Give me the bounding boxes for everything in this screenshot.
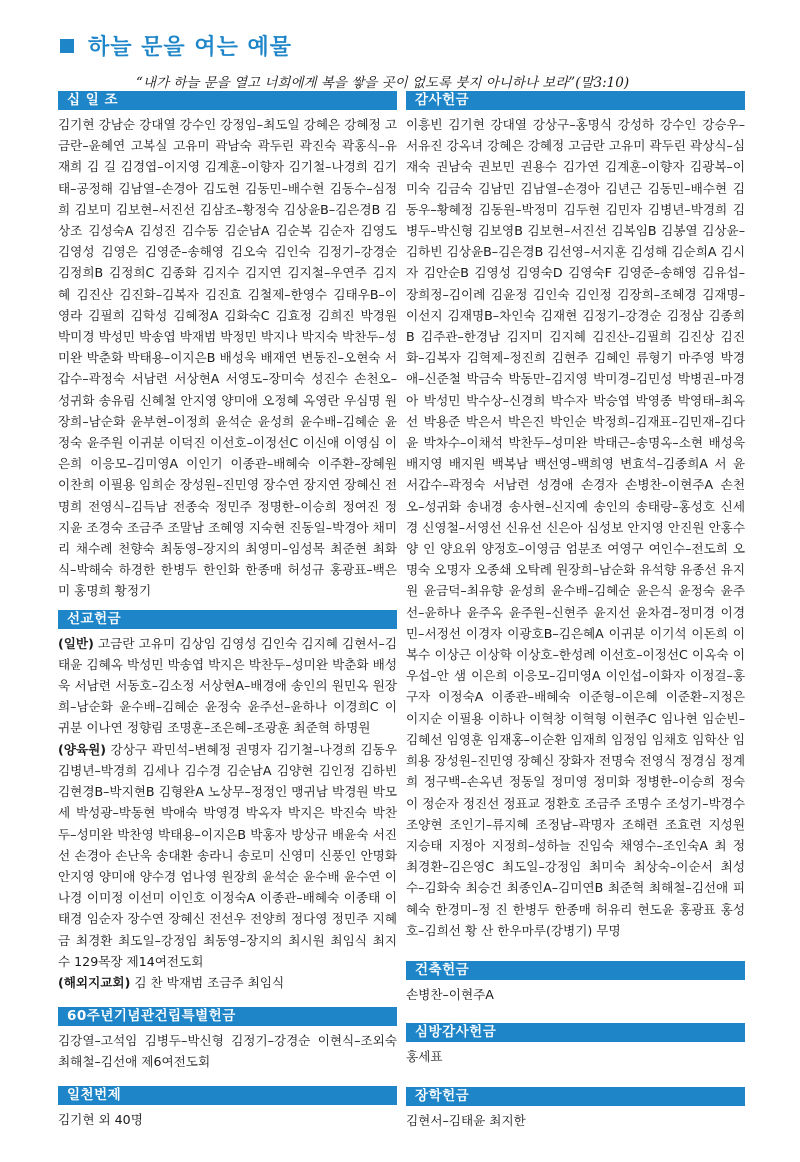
page-header [58,30,758,91]
visitation-names: 홍세표 [406,1049,443,1065]
mission-nurture-group [58,739,397,972]
tithe-names: 김기현 강남순 강대열 강수인 강정임–최도일 강혜은 강혜정 고금란–윤혜연 고복실 고유미 곽남숙 곽두린 곽진숙 곽홍식–유재희 김 길 김경엽–이지영 김계훈–이향자 김기철–나경희 김기태–공정해 김남열–손경아 김도현 김동민–배수현 김동수–심정희 김보미 김보현–서진선 김삼조–황정숙 김상윤B–김은경B 김상조 김성숙A 김성진 김수동 김순남A 김순복 김순자 김영도 김영성 김영은 김영준–송해영 김오숙 김인숙 김정기–강경순 김정희B 김정희C 김종화 김지수 김지연 김지철–우연주 김지혜 김진산 김진화–김복자 김진효 김철제–한영수 김태우B–이영라 김필희 김학성 김혜정A 김화숙C 김효정 김희진 박경원 박미경 박성민 박송엽 박재범 박정민 박지나 박지숙 박찬두–성미완 박춘화 박태용–이지은B 배성욱 배재연 변동진–오현숙 서갑수–곽정숙 서남련 서상현A 서영도–장미숙 성진수 손천오–성귀화 송유림 신혜철 안지영 양미애 오정혜 옥영란 우심명 원장희–남순화 윤부현–이정희 윤석순 윤성희 윤수배–김혜순 윤정숙 윤주원 이귀분 이덕진 이선호–이정선C 이신애 이영심 이은희 이응모–김미영A 이인기 이종관–배혜숙 이주환–장혜원 이찬희 이필용 임희순 장성원–진민영 장수연 장지연 장혜신 전명희 전영식–김득남 전종숙 정민주 정명한–이승희 정여진 정지윤 조경숙 조금주 조말남 조혜영 지숙현 진동일–박경아 채미리 채수례 천향숙 최동영–장지의 최영미–임성목 최준현 최화식–박해숙 하경한 한병두 한인화 한종매 허성규 홍광표–백은미 홍명희 황정기 [58,117,397,599]
mission-section [58,610,397,993]
building-heading: 건축헌금 [406,961,745,980]
scholarship-names: 김현서–김태윤 최지한 [406,1113,526,1129]
first-fruit-heading: 일천번제 [58,1086,397,1105]
visitation-heading: 심방감사헌금 [406,1023,745,1042]
mission-overseas-label: (해외지교회) [58,974,131,990]
building-section [406,961,745,1005]
first-fruit-names: 김기현 외 40명 [58,1111,143,1127]
mission-overseas-names: 김 찬 박재범 조금주 최임식 [130,974,285,990]
scholarship-heading: 장학헌금 [406,1087,745,1106]
left-column [58,91,397,1130]
mission-nurture-names: 강상구 곽민석–변혜정 권명자 김기철–나경희 김동우 김병년–박경희 김세나 김수경 김순남A 김양현 김인정 김하빈 김현경B–박지현B 김형완A 노상무–정정인 맹귀남 박경원 박모세 박성광–박동현 박애숙 박영경 박옥자 박지은 박진숙 박찬두–성미완 박찬영 박태용–이지은B 박홍자 방상규 배윤숙 서진선 손경아 손난욱 송대환 송라니 송로미 신영미 신풍인 안명화 안지영 양미애 양수경 엄나영 원장희 윤석순 윤수배 윤수연 이나경 이미정 이선미 이인호 이정숙A 이종관–배혜숙 이종태 이태경 임순자 장수연 장혜신 전선우 전양희 정다영 정민주 지혜금 최경환 최도일–강정임 최동영–장지의 최시원 최임식 최지수 129목장 제14여전도회 [58,741,397,969]
mission-nurture-label: (양육원) [58,741,107,757]
tithe-section [58,91,397,602]
thanks-names: 이흥빈 김기현 강대열 강상구–홍명식 강성하 강수인 강승우–서유진 강옥녀 강혜은 강혜정 고금란 고유미 곽두린 곽상식–심재숙 권남숙 권보민 권용수 김가연 김계훈–이향자 김광복–이미숙 김금숙 김남민 김남열–손경아 김년근 김동민–배수현 김동우–황혜정 김동원–박정미 김두현 김민자 김병년–박경희 김병두–박신형 김보영B 김보현–서진선 김복임B 김봉열 김상윤–김하빈 김상윤B–김은경B 김선영–서지훈 김성해 김순희A 김시자 김안순B 김영성 김영숙D 김영숙F 김영준–송해영 김유섭–장희정–김이례 김윤정 김인숙 김인정 김장희–조혜경 김재명–이선지 김재명B–차인숙 김재현 김정기–강경순 김정삼 김종희B 김주관–한경남 김지미 김지혜 김진산–김필희 김진상 김진화–김복자 김혁제–정진희 김현주 김혜인 류형기 마주영 박경애–신준철 박금숙 박동만–김지영 박미경–김민성 박병권–마경아 박성민 박수상–신경희 박수자 박승엽 박영종 박영태–최옥선 박용준 박은서 박은진 박인순 박정희–김재표–김민재–김다윤 박차수–이채석 박찬두–성미완 박태근–송명옥–소현 배성욱 배지영 배지원 백복남 백선영–백희영 변효석–김종희A 서 윤 서갑수–곽정숙 서남련 성경애 손경자 손병찬–이현주A 손천오–성귀화 송내경 송사현–신지예 송인의 송태랑–홍성호 신세경 신영철–서영선 신유선 신은아 심성보 안지영 안진원 안홍수 양 인 양요위 양정호–이영금 엄분조 여영구 여인수–전도희 오명숙 오명자 오종쇄 오탁례 원장희–남순화 유석향 유종선 유지원 윤금덕–최유향 윤성희 윤수배–김혜순 윤은식 윤정숙 윤주선–윤하나 윤주옥 윤주원–신현주 윤지선 윤차겸–정미경 이경민–서정선 이경자 이광호B–김은혜A 이귀분 이기석 이돈희 이복수 이상근 이상학 이상호–한성례 이선호–이정선C 이옥숙 이우섭–안 샘 이은희 이응모–김미영A 이인섭–이화자 이정걸–홍구자 이정숙A 이종관–배혜숙 이준형–이은혜 이준환–지정은 이지순 이필용 이하나 이혁창 이혁형 이현주C 임나현 임순빈–김혜선 임영훈 임재홍–이순환 임재희 임정임 임채호 임학산 임희용 장성원–진민영 장혜신 장화자 전명숙 전영식 정경심 정계희 정구백–손옥년 정동일 정미영 정미화 정병한–이승희 정숙이 정순자 정진선 정표교 정환호 조금주 조명수 조성기–박경수 조양현 조인기–류지혜 조정남–곽명자 조해련 조효련 지성원 지승태 지정아 지정희–성하늘 진임숙 채영수–조인숙A 최 정 최경환–김은영C 최도일–강정임 최미숙 최상숙–이순서 최성수–김화숙 최승건 최종인A–김미연B 최준혁 최해철–김선애 피혜숙 한경미–정 진 한병두 한종매 허유리 현도윤 홍광표 홍성호–김희선 황 산 한우마루(강병기) 무명 [406,117,745,938]
first-fruit-section [58,1086,397,1130]
mission-heading: 선교헌금 [58,610,397,629]
mission-names [58,633,397,993]
anniversary-names: 김강열–고석임 김병두–박신형 김정기–강경순 이현식–조외숙 최해철–김선애 제6여전도회 [58,1033,397,1070]
anniversary-section [58,1007,397,1072]
mission-general-group [58,633,397,739]
title-row [58,30,758,61]
visitation-section [406,1023,745,1067]
tithe-heading: 십 일 조 [58,91,397,110]
thanks-heading: 감사헌금 [406,91,745,110]
square-bullet-icon [60,39,74,53]
scholarship-section [406,1087,745,1131]
mission-overseas-group [58,972,397,993]
building-names: 손병찬–이현주A [406,986,494,1002]
scripture-quote: “내가 하늘 문을 열고 너희에게 복을 쌓을 곳이 없도록 붓지 아니하나 보라”(말3:10) [136,75,630,91]
thanks-section [406,91,745,941]
mission-general-names: 고금란 고유미 김상임 김영성 김인숙 김지혜 김현서–김태윤 김혜옥 박성민 박송엽 박지은 박찬두–성미완 박춘화 배성욱 서남련 서동호–김소정 서상현A–배경애 송인의 원민옥 원장희–남순화 윤수배–김혜순 윤정숙 윤주선–윤하나 이경희C 이귀분 이나연 정향림 조명훈–조은혜–조광훈 최준혁 하명원 [58,635,397,736]
page-title: 하늘 문을 여는 예물 [88,35,292,60]
right-column [406,91,745,1132]
mission-general-label: (일반) [58,635,94,651]
anniversary-heading: 60주년기념관건립특별헌금 [58,1007,397,1026]
